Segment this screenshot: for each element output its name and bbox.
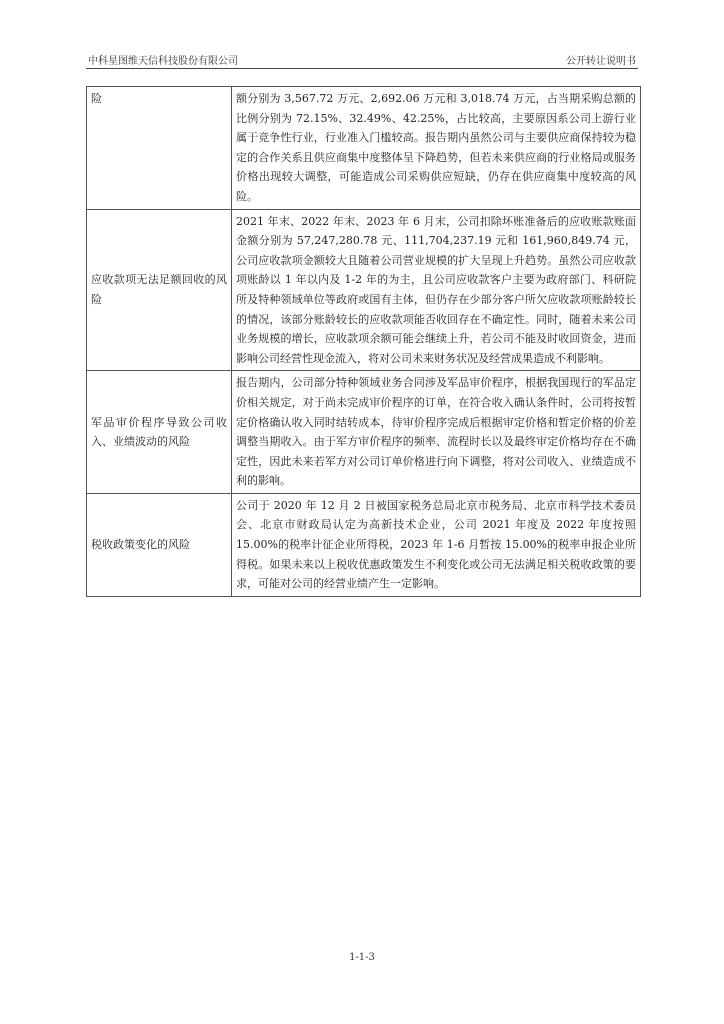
risk-name: 军品审价程序导致公司收入、业绩波动的风险 xyxy=(87,371,232,494)
risk-name: 应收款项无法足额回收的风险 xyxy=(87,209,232,371)
table-row xyxy=(87,493,641,596)
risk-description: 2021 年末、2022 年末、2023 年 6 月末，公司扣除坏账准备后的应收账款账面金额分别为 57,247,280.78 元、111,704,237.19 元和 161,960,849.74 元，公司应收款项金额较大且随着公司营业规模的扩大呈现上升趋势。虽然公司应收款项账龄以 1 年以内及 1-2 年的为主，且公司应收款客户主要为政府部门、科研院所及特种领域单位等政府或国有主体，但仍存在少部分客户所欠应收款项账龄较长的情况，该部分账龄较长的应收款项能否收回存在不确定性。同时，随着未来公司业务规模的增长，应收款项余额可能会继续上升，若公司不能及时收回资金，进而影响公司经营性现金流入，将对公司未来财务状况及经营成果造成不利影响。 xyxy=(232,209,641,371)
page-number: 1-1-3 xyxy=(349,952,375,963)
company-name: 中科星图维天信科技股份有限公司 xyxy=(88,56,238,67)
risk-table xyxy=(86,86,641,597)
table-row xyxy=(87,87,641,210)
risk-description: 额分别为 3,567.72 万元、2,692.06 万元和 3,018.74 万元，占当期采购总额的比例分别为 72.15%、32.49%、42.25%，占比较高，主要原因系公司上游行业属于竞争性行业，行业准入门槛较高。报告期内虽然公司与主要供应商保持较为稳定的合作关系且供应商集中度整体呈下降趋势，但若未来供应商的行业格局或服务价格出现较大调整，可能造成公司采购供应短缺，仍存在供应商集中度较高的风险。 xyxy=(232,87,641,210)
risk-name: 税收政策变化的风险 xyxy=(87,493,232,596)
risk-description: 报告期内，公司部分特种领域业务合同涉及军品审价程序，根据我国现行的军品定价相关规定，对于尚未完成审价程序的订单，在符合收入确认条件时，公司将按暂定价格确认收入同时结转成本，待审价程序完成后根据审定价格和暂定价格的价差调整当期收入。由于军方审价程序的频率、流程时长以及最终审定价格均存在不确定性，因此未来若军方对公司订单价格进行向下调整，将对公司收入、业绩造成不利的影响。 xyxy=(232,371,641,494)
table-row xyxy=(87,371,641,494)
table-row xyxy=(87,209,641,371)
risk-description: 公司于 2020 年 12 月 2 日被国家税务总局北京市税务局、北京市科学技术委员会、北京市财政局认定为高新技术企业，公司 2021 年度及 2022 年度按照 15.00%的税率计征企业所得税，2023 年 1-6 月暂按 15.00%的税率申报企业所得税。如果未来以上税收优惠政策发生不利变化或公司无法满足相关税收政策的要求，可能对公司的经营业绩产生一定影响。 xyxy=(232,493,641,596)
document-title: 公开转让说明书 xyxy=(566,56,636,67)
risk-name: 险 xyxy=(87,87,232,210)
page-header xyxy=(86,50,638,69)
